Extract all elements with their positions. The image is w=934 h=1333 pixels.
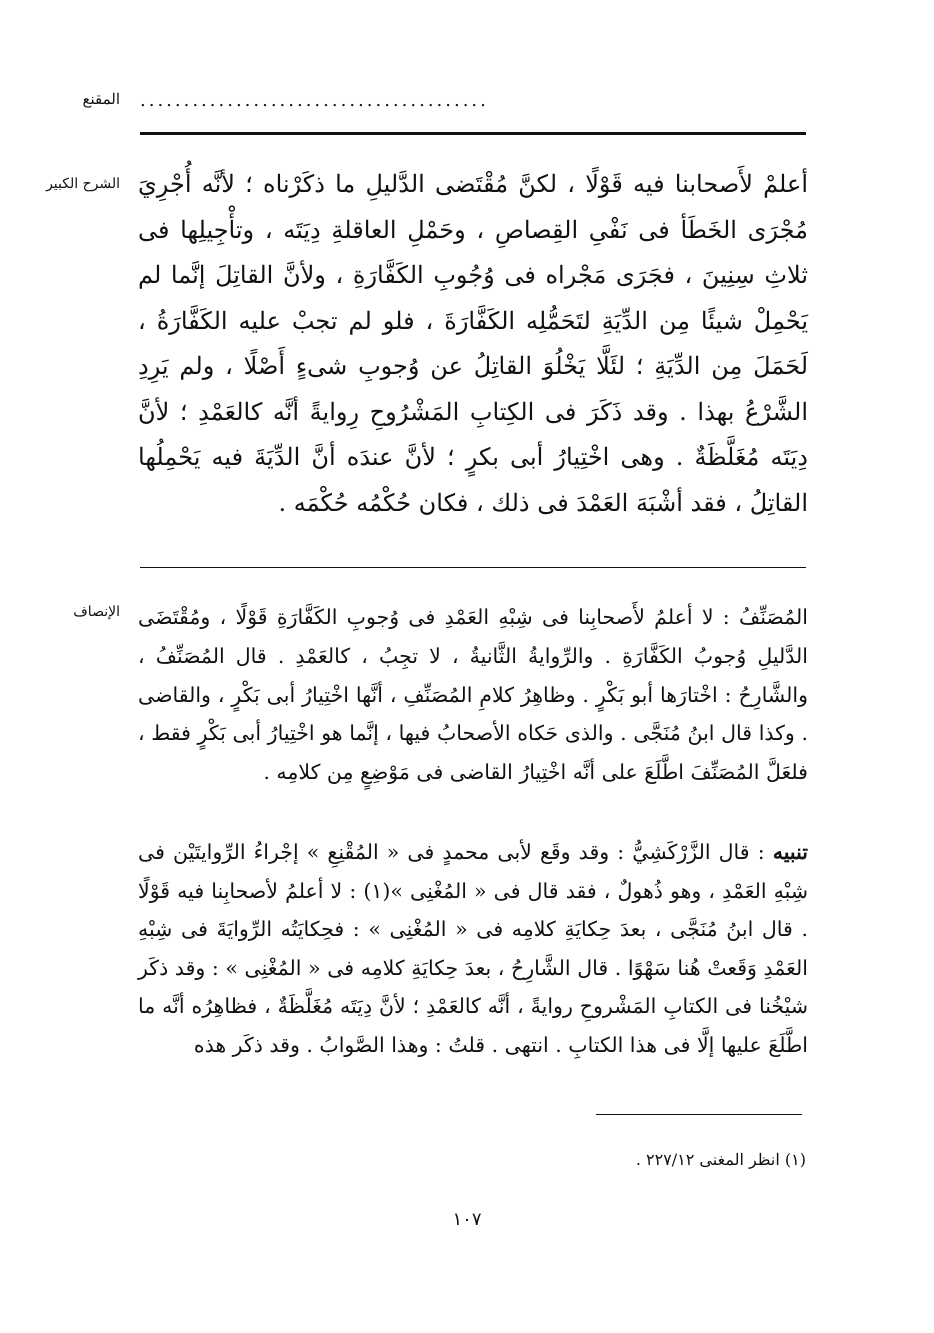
insaf-paragraph: المُصَنِّفُ : لا أعلمُ لأَصحابِنا فى شِبْهِ العَمْدِ فى وُجوبِ الكَفَّارَةِ قَوْلًا ، ومُقْتَضَى الدَّليلِ وُجوبُ الكَفَّارَةِ . والرِّوايةُ الثَّانيةُ ، لا تجِبُ ، كالعَمْدِ . قال المُصَنِّفُ ، والشَّارِحُ : اخْتارَها أبو بَكْرٍ . وظاهِرُ كلامِ المُصَنِّفِ ، أنَّها اخْتِيارُ أبى بَكْرٍ ، والقاضى . وكذا قال ابنُ مُنَجَّى . والذى حَكاه الأصحابُ فيها ، إنَّما هو اخْتِيارُ أبى بَكْرٍ فقط ، فلعَلَّ المُصَنِّفَ اطَّلَعَ على أنَّه اخْتِيارُ القاضى فى مَوْضِعٍ مِن كلامِه .: [138, 605, 808, 785]
insaf-text: [138, 598, 808, 792]
running-head-title: المقنع: [82, 90, 120, 108]
sharh-text: [138, 162, 808, 526]
tanbih-text: [138, 833, 808, 1064]
tanbih-paragraph: [138, 833, 808, 1064]
tanbih-label: تنبيه: [772, 840, 808, 864]
sharh-paragraph: أعلمْ لأَصحابنا فيه قَوْلًا ، لكنَّ مُقْتَضى الدَّليلِ ما ذكَرْناه ؛ لأنَّه أُجْرِيَ مُجْرَى الخَطَأ فى نَفْىِ القِصاصِ ، وحَمْلِ العاقلةِ دِيَتَه ، وتأْجِيلِها فى ثلاثِ سِنِينَ ، فجَرَى مَجْراه فى وُجُوبِ الكَفَّارَةِ ، ولأنَّ القاتِلَ إنَّما لم يَحْمِلْ شيئًا مِن الدِّيَةِ لتَحَمُّلِه الكَفَّارَةَ ، فلو لم تجبْ عليه الكَفَّارَةُ ، لَحَمَلَ مِن الدِّيَةِ ؛ لئَلَّا يَخْلُوَ القاتِلُ عن وُجوبِ شىءٍ أَصْلًا ، ولم يَرِدِ الشَّرْعُ بهذا . وقد ذَكَرَ فى الكِتابِ المَشْرُوحِ رِوايةً أنَّه كالعَمْدِ ؛ لأنَّ دِيَتَه مُغَلَّظَةٌ . وهى اخْتِيارُ أبى بكرٍ ؛ لأنَّ عندَه أنَّ الدِّيَةَ فيه يَحْمِلُها القاتِلُ ، فقد أشْبَهَ العَمْدَ فى ذلك ، فكان حُكْمُه حُكْمَه .: [138, 170, 808, 517]
header-rule: [140, 132, 806, 135]
running-head-dots: ........................................: [140, 90, 489, 111]
tanbih-body: : قال الزَّرْكَشِيُّ : وقد وقَع لأبى محمدٍ فى « المُقْنِعِ » إجْراءُ الرِّوايتَيْن فى شِبْهِ العَمْدِ ، وهو ذُهولٌ ، فقد قال فى « المُغْنِى »(١) : لا أعلمُ لأصحابِنا فيه قَوْلًا . قال ابنُ مُنَجَّى ، بعدَ حِكايَةِ كلامِه فى « المُغْنِى » : فحِكايَتُه الرِّوايَةَ فى شِبْهِ العَمْدِ وَقَعتْ هُنا سَهْوًا . قال الشَّارِحُ ، بعدَ حِكايَةِ كلامِه فى « المُغْنِى » : وقد ذكَر شيْخُنا فى الكتابِ المَشْروحِ روايةً ، أنَّه كالعَمْدِ ؛ لأنَّ دِيَتَه مُغَلَّظَةٌ ، فظاهِرُه أنَّه ما اطَّلَعَ عليها إلَّا فى هذا الكتابِ . انتهى . قلتُ : وهذا الصَّوابُ . وقد ذكَر هذه: [138, 840, 808, 1057]
insaf-label: الإنصاف: [73, 604, 120, 620]
section-divider: [140, 567, 806, 568]
page-number: ١٠٧: [452, 1209, 482, 1230]
sharh-label: الشرح الكبير: [46, 176, 120, 192]
footnote-rule: [596, 1114, 802, 1115]
footnote: (١) انظر المغنى ٢٢٧/١٢ .: [635, 1150, 806, 1169]
